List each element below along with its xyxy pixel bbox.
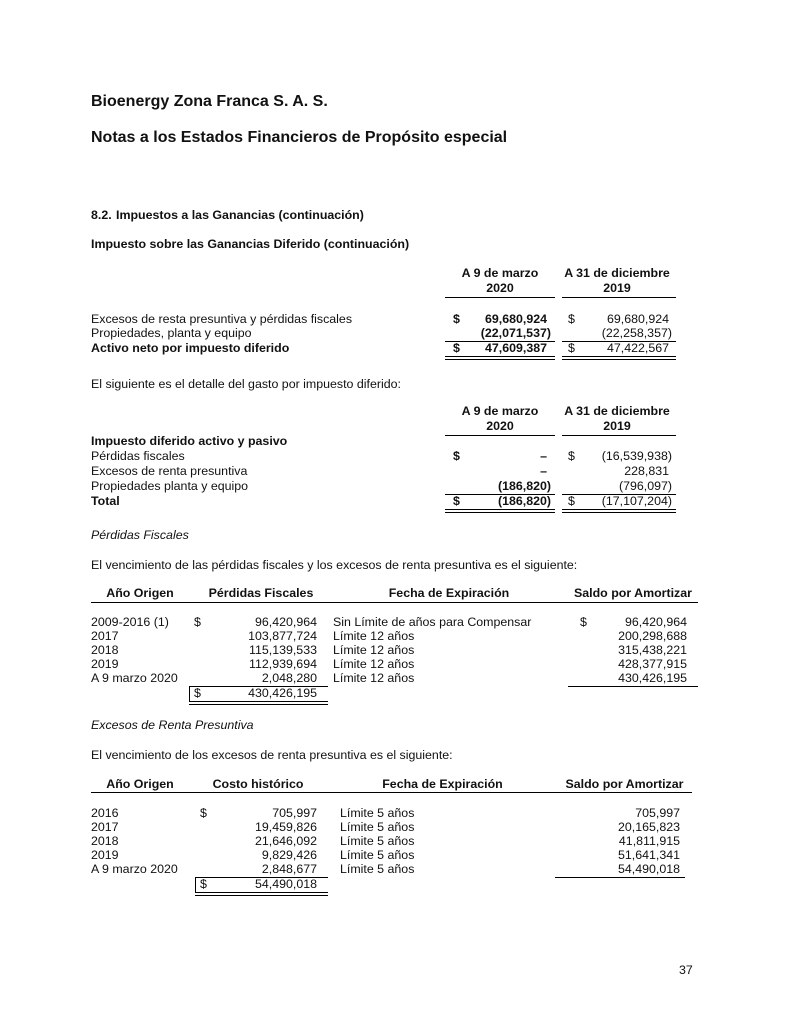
table-cell-value: (796,097) bbox=[618, 479, 672, 493]
table-row-label: Excesos de renta presuntiva bbox=[91, 464, 248, 478]
excesos-balance-rule bbox=[555, 877, 685, 878]
table1-total-double-rule-1 bbox=[445, 356, 555, 360]
currency-symbol: $ bbox=[568, 494, 575, 508]
table-cell-balance: 54,490,018 bbox=[617, 862, 680, 876]
currency-symbol: $ bbox=[453, 494, 460, 508]
currency-symbol: $ bbox=[200, 877, 207, 891]
table-cell-balance: 200,298,688 bbox=[618, 629, 687, 643]
perdidas-header-year: Año Origen bbox=[106, 586, 174, 600]
table-cell-expiry: Sin Límite de años para Compensar bbox=[333, 615, 532, 629]
table-cell-balance: 41,811,915 bbox=[618, 834, 680, 848]
table-row-label: Propiedades, planta y equipo bbox=[91, 326, 252, 340]
table-cell-expiry: Límite 5 años bbox=[340, 862, 415, 876]
section-subheading: Impuesto sobre las Ganancias Diferido (continuación) bbox=[91, 237, 410, 251]
page-number: 37 bbox=[679, 963, 693, 977]
table1-col1-header-line1: A 9 de marzo bbox=[461, 266, 539, 280]
table-cell-value: (186,820) bbox=[497, 479, 551, 493]
currency-symbol: $ bbox=[194, 615, 201, 629]
perdidas-total-double-rule bbox=[189, 701, 328, 705]
perdidas-heading: Pérdidas Fiscales bbox=[91, 528, 189, 542]
perdidas-header-rule bbox=[91, 602, 698, 603]
table1-total-double-rule-2 bbox=[562, 356, 676, 360]
currency-symbol: $ bbox=[568, 341, 575, 355]
excesos-total-left-rule bbox=[195, 877, 196, 893]
table2-total-double-rule-1 bbox=[445, 509, 555, 513]
excesos-header-amount: Costo histórico bbox=[212, 777, 304, 791]
table-cell-amount: 96,420,964 bbox=[254, 615, 317, 629]
table2-col2-header-line2: 2019 bbox=[603, 419, 631, 433]
table-cell-year: 2017 bbox=[91, 820, 119, 834]
excesos-intro: El vencimiento de los excesos de renta presuntiva es el siguiente: bbox=[91, 748, 453, 762]
table-cell-expiry: Límite 12 años bbox=[333, 657, 415, 671]
table-group-label: Impuesto diferido activo y pasivo bbox=[91, 434, 288, 448]
table1-header-rule-1 bbox=[445, 297, 555, 298]
table-cell-year: 2016 bbox=[91, 806, 119, 820]
table-cell-expiry: Límite 12 años bbox=[333, 643, 415, 657]
currency-symbol: $ bbox=[453, 341, 460, 355]
perdidas-total-left-rule bbox=[189, 686, 190, 702]
table-cell-expiry: Límite 5 años bbox=[340, 806, 415, 820]
table-cell-amount: 2,048,280 bbox=[261, 671, 317, 685]
excesos-header-rule bbox=[91, 792, 692, 793]
excesos-heading: Excesos de Renta Presuntiva bbox=[91, 718, 254, 732]
page-subtitle: Notas a los Estados Financieros de Propósito especial bbox=[91, 129, 508, 146]
excesos-total: 54,490,018 bbox=[254, 877, 317, 891]
table-cell-value: 47,422,567 bbox=[606, 341, 669, 355]
company-name: Bioenergy Zona Franca S. A. S. bbox=[91, 93, 328, 110]
excesos-header-balance: Saldo por Amortizar bbox=[565, 777, 684, 791]
currency-symbol: $ bbox=[453, 312, 460, 326]
table-cell-year: 2019 bbox=[91, 848, 119, 862]
table-cell-expiry: Límite 5 años bbox=[340, 820, 415, 834]
table-cell-balance: 20,165,823 bbox=[617, 820, 680, 834]
table2-col1-header-line1: A 9 de marzo bbox=[461, 404, 539, 418]
table-cell-amount: 21,646,092 bbox=[254, 834, 317, 848]
paragraph-intro: El siguiente es el detalle del gasto por impuesto diferido: bbox=[91, 377, 401, 391]
table-cell-balance: 315,438,221 bbox=[618, 643, 687, 657]
table-cell-balance: 705,997 bbox=[635, 806, 680, 820]
table-cell-value: (16,539,938) bbox=[601, 449, 672, 463]
table-cell-expiry: Límite 5 años bbox=[340, 848, 415, 862]
table-cell-amount: 103,877,724 bbox=[248, 629, 317, 643]
table-cell-expiry: Límite 12 años bbox=[333, 671, 415, 685]
table-cell-year: 2019 bbox=[91, 657, 119, 671]
table2-col2-header-line1: A 31 de diciembre bbox=[564, 404, 670, 418]
perdidas-header-expiry: Fecha de Expiración bbox=[388, 586, 510, 600]
table-cell-value: – bbox=[540, 464, 547, 478]
table-row-label: Activo neto por impuesto diferido bbox=[91, 341, 290, 355]
table-cell-amount: 115,139,533 bbox=[249, 643, 317, 657]
currency-symbol: $ bbox=[200, 806, 207, 820]
table-cell-value: (22,071,537) bbox=[480, 326, 551, 340]
perdidas-total: 430,426,195 bbox=[248, 686, 317, 700]
currency-symbol: $ bbox=[580, 615, 587, 629]
table2-col1-header-line2: 2020 bbox=[486, 419, 514, 433]
table-row-label: Excesos de resta presuntiva y pérdidas fiscales bbox=[91, 312, 353, 326]
table-cell-year: 2018 bbox=[91, 834, 119, 848]
table-cell-value: 228,831 bbox=[624, 464, 669, 478]
table2-header-rule-1 bbox=[445, 435, 555, 436]
excesos-header-expiry: Fecha de Expiración bbox=[382, 777, 503, 791]
perdidas-intro: El vencimiento de las pérdidas fiscales y los excesos de renta presuntiva es el siguiente: bbox=[91, 558, 578, 572]
table-cell-value: (186,820) bbox=[497, 494, 551, 508]
table-cell-amount: 19,459,826 bbox=[254, 820, 317, 834]
table-cell-value: 69,680,924 bbox=[606, 312, 669, 326]
table-cell-year: 2009-2016 (1) bbox=[91, 615, 169, 629]
section-title: Impuestos a las Ganancias (continuación) bbox=[116, 208, 364, 222]
table-cell-balance: 430,426,195 bbox=[618, 671, 687, 685]
currency-symbol: $ bbox=[568, 449, 575, 463]
currency-symbol: $ bbox=[568, 312, 575, 326]
table-cell-year: A 9 marzo 2020 bbox=[91, 671, 178, 685]
table-cell-year: A 9 marzo 2020 bbox=[91, 862, 178, 876]
table-row-label: Propiedades planta y equipo bbox=[91, 479, 249, 493]
table-cell-amount: 2,848,677 bbox=[261, 862, 317, 876]
table-cell-year: 2018 bbox=[91, 643, 119, 657]
table1-col2-header-line1: A 31 de diciembre bbox=[564, 266, 670, 280]
table-cell-expiry: Límite 12 años bbox=[333, 629, 415, 643]
table-cell-year: 2017 bbox=[91, 629, 119, 643]
table-cell-amount: 705,997 bbox=[272, 806, 317, 820]
section-number: 8.2. bbox=[91, 208, 112, 222]
table-cell-balance: 428,377,915 bbox=[618, 657, 687, 671]
table-cell-amount: 112,939,694 bbox=[249, 657, 317, 671]
table-cell-value: – bbox=[540, 449, 547, 463]
perdidas-header-balance: Saldo por Amortizar bbox=[574, 586, 692, 600]
table-cell-value: 69,680,924 bbox=[484, 312, 547, 326]
table1-col1-header-line2: 2020 bbox=[486, 281, 514, 295]
table-row-label: Pérdidas fiscales bbox=[91, 449, 185, 463]
currency-symbol: $ bbox=[453, 449, 460, 463]
table1-col2-header-line2: 2019 bbox=[603, 281, 631, 295]
table-cell-balance: 96,420,964 bbox=[624, 615, 687, 629]
table1-header-rule-2 bbox=[562, 297, 676, 298]
table2-header-rule-2 bbox=[562, 435, 676, 436]
table-row-label: Total bbox=[91, 494, 120, 508]
table2-total-double-rule-2 bbox=[562, 509, 676, 513]
table-cell-value: (17,107,204) bbox=[601, 494, 672, 508]
currency-symbol: $ bbox=[194, 686, 201, 700]
perdidas-header-amount: Pérdidas Fiscales bbox=[208, 586, 314, 600]
table-cell-balance: 51,641,341 bbox=[617, 848, 680, 862]
excesos-header-year: Año Origen bbox=[106, 777, 174, 791]
table-cell-amount: 9,829,426 bbox=[261, 848, 317, 862]
excesos-total-double-rule bbox=[195, 892, 328, 896]
perdidas-balance-rule bbox=[568, 686, 698, 687]
table-cell-expiry: Límite 5 años bbox=[340, 834, 415, 848]
table-cell-value: (22,258,357) bbox=[601, 326, 672, 340]
table-cell-value: 47,609,387 bbox=[484, 341, 547, 355]
